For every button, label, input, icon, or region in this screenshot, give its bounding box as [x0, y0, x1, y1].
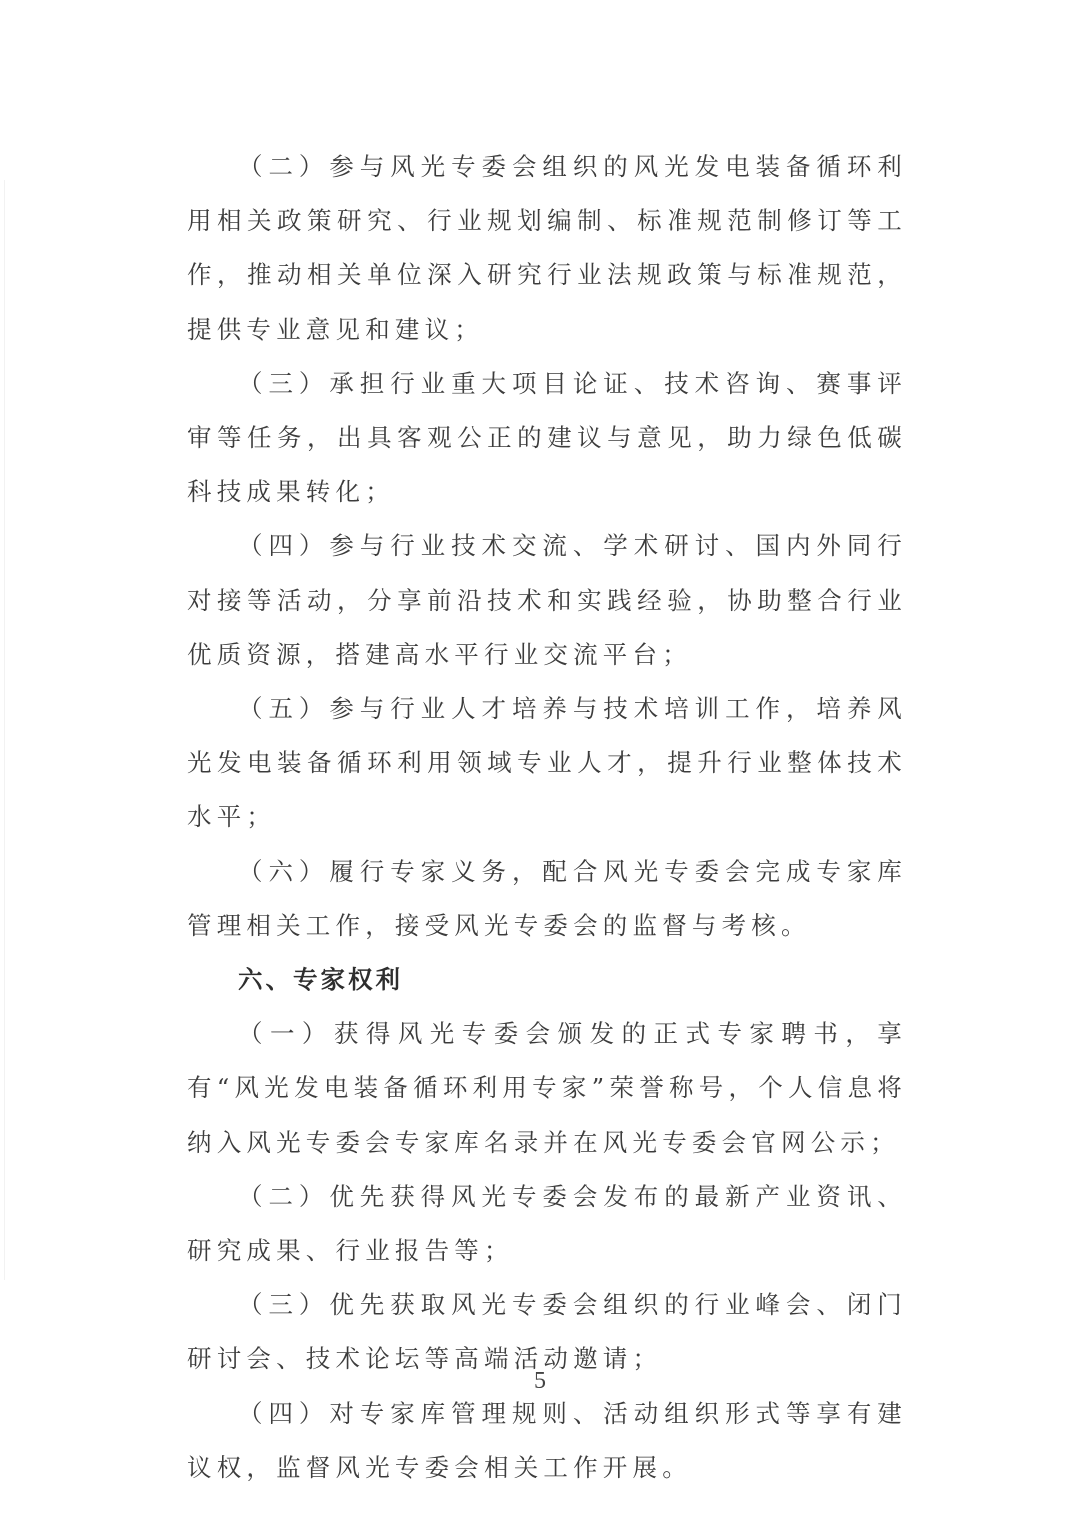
right-item-3: （三）优先获取风光专委会组织的行业峰会、闭门研讨会、技术论坛等高端活动邀请；: [187, 1290, 907, 1374]
duty-item-6: （六）履行专家义务，配合风光专委会完成专家库管理相关工作，接受风光专委会的监督与考核。: [187, 856, 907, 940]
right-item-2: （二）优先获得风光专委会发布的最新产业资讯、研究成果、行业报告等；: [187, 1181, 907, 1266]
duty-item-3: （三）承担行业重大项目论证、技术咨询、赛事评审等任务，出具客观公正的建议与意见，助力绿色低碳科技成果转化；: [187, 368, 907, 507]
right-item-1: （一）获得风光专委会颁发的正式专家聘书，享有“风光发电装备循环利用专家”荣誉称号，个人信息将纳入风光专委会专家库名录并在风光专委会官网公示；: [187, 1019, 907, 1157]
duty-item-4: （四）参与行业技术交流、学术研讨、国内外同行对接等活动，分享前沿技术和实践经验，协助整合行业优质资源，搭建高水平行业交流平台；: [187, 531, 907, 669]
section-heading-expert-rights: 六、专家权利: [238, 965, 403, 995]
page-number: 5: [534, 1368, 546, 1394]
duty-item-2: （二）参与风光专委会组织的风光发电装备循环利用相关政策研究、行业规划编制、标准规范制修订等工作，推动相关单位深入研究行业法规政策与标准规范，提供专业意见和建议；: [187, 152, 907, 344]
right-item-4: （四）对专家库管理规则、活动组织形式等享有建议权，监督风光专委会相关工作开展。: [187, 1398, 907, 1482]
scan-edge-line: [4, 180, 5, 1280]
duty-item-5: （五）参与行业人才培养与技术培训工作，培养风光发电装备循环利用领域专业人才，提升行业整体技术水平；: [187, 694, 907, 832]
document-body: [187, 140, 907, 1495]
